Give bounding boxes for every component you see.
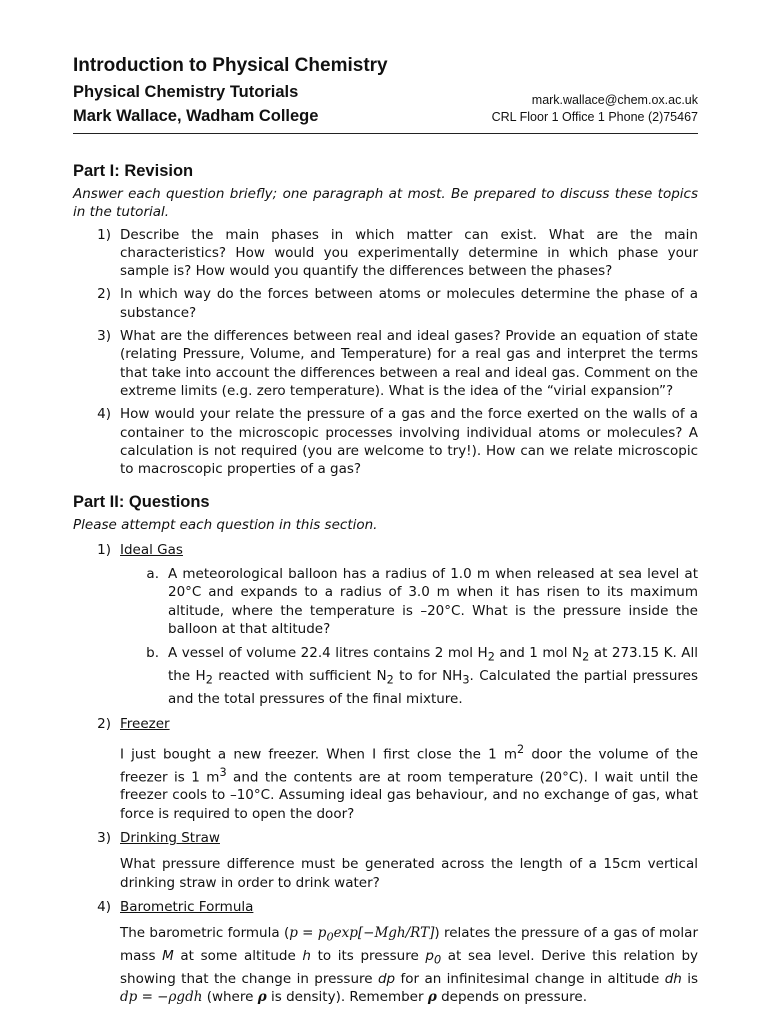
document-title: Introduction to Physical Chemistry bbox=[73, 55, 388, 76]
subquestion-letter: b. bbox=[146, 645, 159, 662]
item-number: 3) bbox=[97, 328, 111, 345]
item-text: How would your relate the pressure of a gas and the force exerted on the walls of a container to the microscopic processes involving individual atoms or molecules? A calculation is not required (you are welcome to try!). How can we relate microscopic to macroscopic properties of a gas? bbox=[120, 406, 698, 478]
item-text: Describe the main phases in which matter can exist. What are the main characteristics? How would you experimentally determine in which phase your sample is? How would you quantify the differences between the phases? bbox=[120, 226, 698, 280]
pressure-relation: dp = −ρgdh bbox=[120, 989, 203, 1006]
question-number: 3) bbox=[97, 829, 111, 846]
list-item bbox=[73, 285, 698, 322]
part1-list bbox=[73, 226, 698, 479]
question-heading: Barometric Formula bbox=[120, 898, 254, 915]
subquestion-text: A vessel of volume 22.4 litres contains 2 mol $H_2$ and 1 mol $N_2$ at 273.15 K. All the $H_2$ reacted with sufficient $N_2$ to for $NH_3$. Calculated the partial pressures and the total pressures of the final mixture. bbox=[168, 645, 698, 708]
document-author: Mark Wallace, Wadham College bbox=[73, 107, 319, 125]
list-item bbox=[73, 226, 698, 281]
subquestion-b bbox=[73, 644, 698, 708]
item-number: 1) bbox=[97, 226, 111, 243]
document-subtitle: Physical Chemistry Tutorials bbox=[73, 83, 299, 101]
question-heading: Ideal Gas bbox=[120, 541, 183, 558]
question-heading: Drinking Straw bbox=[120, 829, 220, 846]
author-email: mark.wallace@chem.ox.ac.uk bbox=[531, 93, 698, 107]
question-number: 4) bbox=[97, 898, 111, 915]
question-drinking-straw bbox=[73, 829, 698, 847]
part1-title: Part I: Revision bbox=[73, 162, 194, 180]
part2-title: Part II: Questions bbox=[73, 493, 210, 512]
item-text: What are the differences between real and ideal gases? Provide an equation of state (relating Pressure, Volume, and Temperature) for a real gas and interpret the terms that take into account the differences between a real and ideal gas. Comment on the extreme limits (e.g. zero temperature). What is the idea of the “virial expansion”? bbox=[120, 328, 698, 399]
question-freezer bbox=[73, 715, 698, 733]
part1-intro: Answer each question briefly; one paragraph at most. Be prepared to discuss these topics in the tutorial. bbox=[73, 186, 698, 221]
question-barometric-formula bbox=[73, 898, 698, 916]
question-number: 1) bbox=[97, 541, 111, 558]
subquestion-letter: a. bbox=[146, 566, 159, 583]
author-office: CRL Floor 1 Office 1 Phone (2)75467 bbox=[491, 110, 698, 124]
barometric-formula: $p = p_0\exp[-Mgh/RT]$ bbox=[289, 925, 435, 944]
question-heading: Freezer bbox=[120, 715, 170, 732]
subquestion-a bbox=[73, 565, 698, 638]
question-text: The barometric formula $(p = p_0\exp[-Mgh/RT])$ relates the pressure of a gas of molar mass M at some altitude h to its pressure $p_0$ at sea level. Derive this relation by showing that the change in pressure dp for an infinitesimal change in altitude dh is dp = −ρgdh (where ρ is density). Remember ρ depends on pressure. bbox=[120, 925, 699, 1006]
list-item bbox=[73, 405, 698, 478]
subquestion-text: A meteorological balloon has a radius of 1.0 m when released at sea level at 20°C and expands to a radius of 3.0 m when it has risen to its maximum altitude, where the temperature is –20°C. What is the pressure inside the balloon at that altitude? bbox=[168, 566, 698, 637]
question-text: What pressure difference must be generated across the length of a 15cm vertical drinking straw in order to drink water? bbox=[120, 856, 698, 891]
header-divider bbox=[73, 133, 698, 134]
question-number: 2) bbox=[97, 715, 111, 732]
item-text: In which way do the forces between atoms or molecules determine the phase of a substance? bbox=[120, 286, 698, 321]
part2-intro: Please attempt each question in this section. bbox=[73, 517, 378, 534]
question-text: I just bought a new freezer. When I first close the 1 $m^2$ door the volume of the freezer is 1 $m^3$ and the contents are at room temperature (20°C). I wait until the freezer cools to –10°C. Assuming ideal gas behaviour, and no exchange of gas, what force is required to open the door? bbox=[120, 742, 698, 822]
item-number: 4) bbox=[97, 406, 111, 423]
item-number: 2) bbox=[97, 286, 111, 303]
list-item bbox=[73, 327, 698, 400]
question-ideal-gas bbox=[73, 541, 698, 559]
document-body bbox=[73, 160, 698, 1013]
